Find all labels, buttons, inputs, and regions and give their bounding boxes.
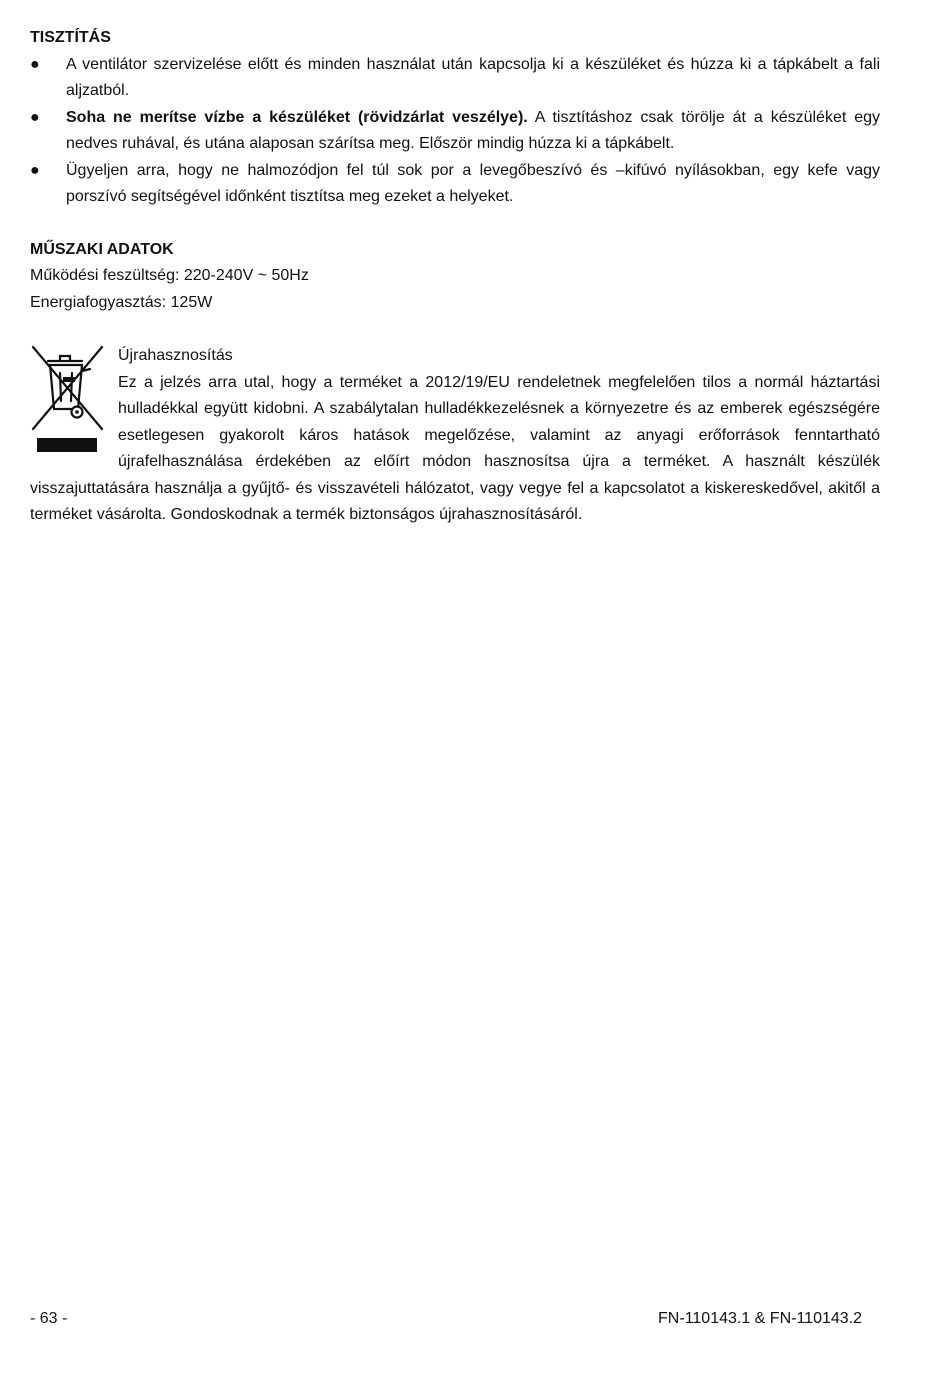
crossed-out-wheelie-bin-icon [30, 343, 118, 458]
page-number: - 63 - [30, 1310, 68, 1327]
recycling-text: Ez a jelzés arra utal, hogy a terméket a 2012/19/EU rendeletnek megfelelően tilos a normál háztartási hulladékkal együtt kidobni. A szabálytalan hulladékkezelésnek a környezetre és az emberek egészségére esetlegesen gyakorolt káros hatások megelőzése, valamint az anyagi erőforrások fenntartható újrafelhasználása érdekében az előírt módon hasznosítsa újra a terméket. A használt készülék visszajuttatására használja a gyűjtő- és visszavételi hálózatot, vagy vegye fel a kapcsolatot a kiskereskedővel, akitől a terméket vásárolta. Gondoskodnak a termék biztonságos újrahasznosításáról. [30, 373, 880, 523]
model-number: FN-110143.1 & FN-110143.2 [658, 1310, 862, 1327]
bullet-bold-text: Soha ne merítse vízbe a készüléket (rövidzárlat veszélye). [66, 108, 528, 126]
list-item [30, 105, 880, 158]
spacer [30, 211, 880, 237]
document-page [30, 25, 880, 529]
bullet-icon: ● [30, 108, 40, 126]
bullet-text: A tisztításhoz csak törölje át a készüléket egy nedves ruhával, és utána alaposan szárítsa meg. Először mindig húzza ki a tápkábelt. [66, 108, 881, 152]
bullet-icon: ● [30, 161, 40, 179]
list-item [30, 158, 880, 211]
page-footer [30, 1306, 862, 1332]
bullet-text: A ventilátor szervizelése előtt és minden használat után kapcsolja ki a készüléket és húzza ki a tápkábelt a fali aljzatból. [66, 55, 880, 99]
bullet-text: Ügyeljen arra, hogy ne halmozódjon fel túl sok por a levegőbeszívó és –kifúvó nyílásokban, egy kefe vagy porszívó segítségével időnként tisztítsa meg ezeket a helyeket. [66, 161, 880, 205]
cleaning-heading: TISZTÍTÁS [30, 29, 111, 46]
list-item [30, 52, 880, 105]
specs-heading: MŰSZAKI ADATOK [30, 240, 174, 258]
recycling-title: Újrahasznosítás [118, 347, 233, 364]
bullet-icon: ● [30, 55, 40, 73]
specs-voltage: Működési feszültség: 220-240V ~ 50Hz [30, 267, 309, 284]
cleaning-list [30, 52, 880, 211]
recycling-section [30, 343, 880, 529]
specs-power: Energiafogyasztás: 125W [30, 293, 213, 311]
